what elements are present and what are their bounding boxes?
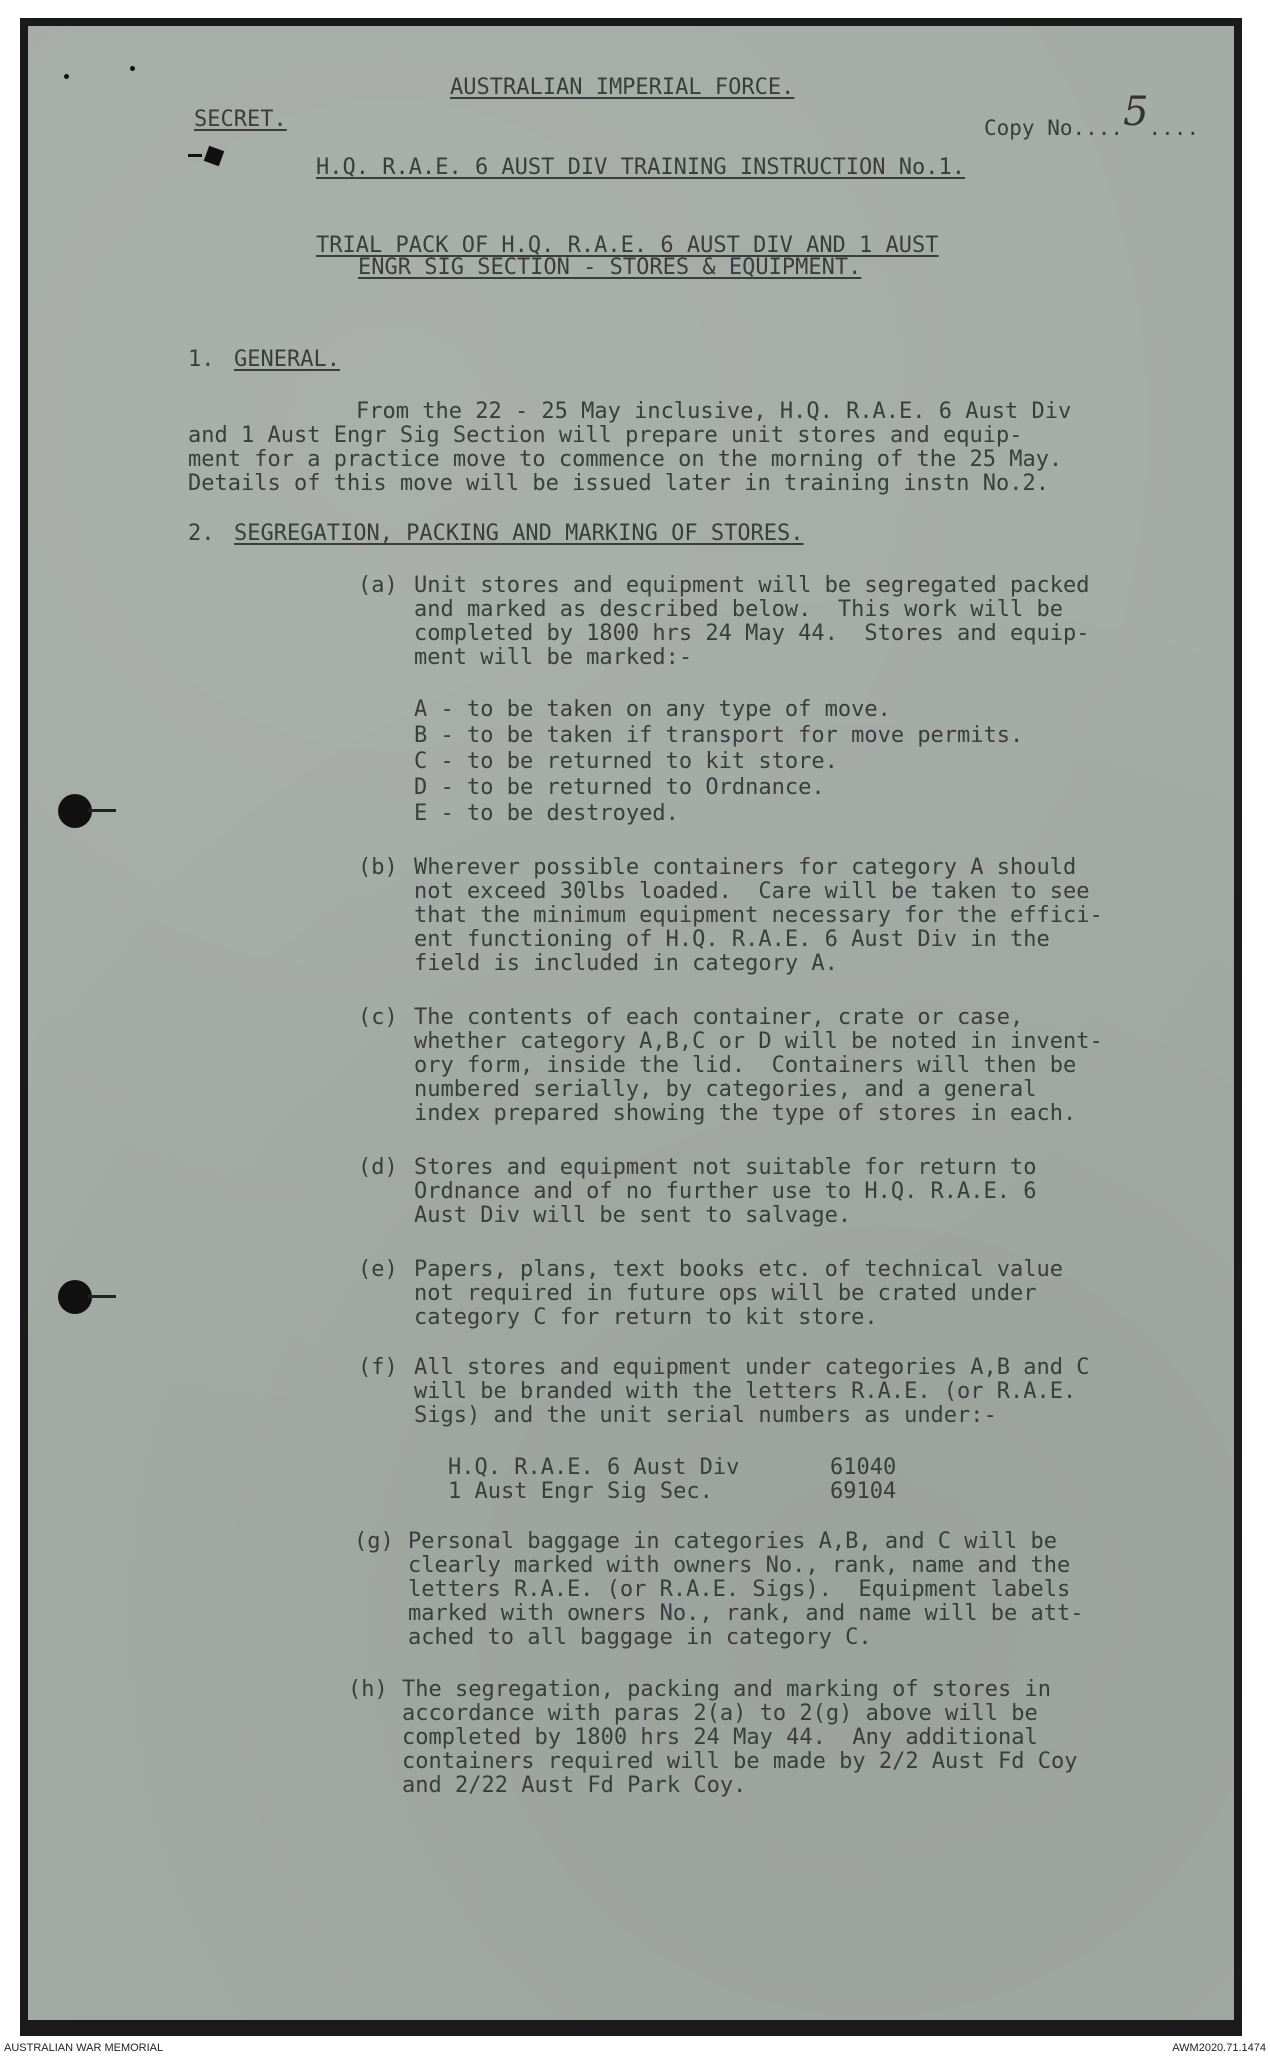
para-h-label: (h) — [348, 1677, 388, 1702]
ink-smudge — [188, 154, 202, 157]
para-e-label: (e) — [358, 1257, 398, 1282]
para-g-line: letters R.A.E. (or R.A.E. Sigs). Equipment labels — [408, 1577, 1071, 1602]
para-c-label: (c) — [358, 1005, 398, 1030]
para-h-line: The segregation, packing and marking of stores in — [402, 1677, 1052, 1702]
para-b-line: Wherever possible containers for category A should — [414, 855, 1077, 880]
force-heading: AUSTRALIAN IMPERIAL FORCE. — [450, 75, 795, 100]
ink-blot — [204, 146, 225, 167]
copy-label: Copy No.... — [984, 116, 1124, 140]
para-a-line: completed by 1800 hrs 24 May 44. Stores and equip- — [414, 621, 1090, 646]
unit-name: 1 Aust Engr Sig Sec. — [448, 1479, 713, 1504]
para-d-line: Aust Div will be sent to salvage. — [414, 1203, 852, 1228]
para-h-line: containers required will be made by 2/2 Aust Fd Coy — [402, 1749, 1078, 1774]
unit-serial: 61040 — [830, 1455, 897, 1480]
para-f-label: (f) — [358, 1355, 398, 1380]
section-1-number: 1. — [188, 347, 215, 372]
para-b-line: field is included in category A. — [414, 951, 838, 976]
category-item: C - to be returned to kit store. — [414, 749, 838, 774]
punch-hole — [58, 794, 92, 828]
classification-label: SECRET. — [194, 107, 287, 132]
para-b-line: that the minimum equipment necessary for the effici- — [414, 903, 1103, 928]
instruction-title: H.Q. R.A.E. 6 AUST DIV TRAINING INSTRUCTION No.1. — [316, 155, 966, 180]
section-1-heading: GENERAL. — [234, 347, 340, 372]
subject-line-2: ENGR SIG SECTION - STORES & EQUIPMENT. — [358, 255, 862, 280]
para-d-line: Ordnance and of no further use to H.Q. R.A.E. 6 — [414, 1179, 1037, 1204]
section-1-line: and 1 Aust Engr Sig Section will prepare unit stores and equip- — [188, 423, 1023, 448]
section-2-heading: SEGREGATION, PACKING AND MARKING OF STORES. — [234, 521, 804, 546]
para-d-label: (d) — [358, 1155, 398, 1180]
para-g-label: (g) — [354, 1529, 394, 1554]
para-e-line: Papers, plans, text books etc. of technical value — [414, 1257, 1064, 1282]
para-d-line: Stores and equipment not suitable for return to — [414, 1155, 1037, 1180]
paper-speck — [130, 66, 135, 71]
section-1-line: ment for a practice move to commence on the morning of the 25 May. — [188, 447, 1063, 472]
para-c-line: whether category A,B,C or D will be noted in invent- — [414, 1029, 1103, 1054]
para-b-line: not exceed 30lbs loaded. Care will be taken to see — [414, 879, 1090, 904]
para-h-line: and 2/22 Aust Fd Park Coy. — [402, 1773, 747, 1798]
footer-accession-number: AWM2020.71.1474 — [1172, 2042, 1266, 2054]
para-f-line: Sigs) and the unit serial numbers as under:- — [414, 1403, 997, 1428]
para-h-line: accordance with paras 2(a) to 2(g) above will be — [402, 1701, 1038, 1726]
para-g-line: clearly marked with owners No., rank, name and the — [408, 1553, 1071, 1578]
footer-source: AUSTRALIAN WAR MEMORIAL — [4, 2042, 164, 2054]
handwritten-copy-number: 5 — [1123, 89, 1149, 135]
unit-name: H.Q. R.A.E. 6 Aust Div — [448, 1455, 740, 1480]
para-c-line: index prepared showing the type of stores in each. — [414, 1101, 1077, 1126]
unit-serial: 69104 — [830, 1479, 897, 1504]
para-e-line: not required in future ops will be crated under — [414, 1281, 1037, 1306]
section-1-line: Details of this move will be issued later in training instn No.2. — [188, 471, 1049, 496]
category-item: D - to be returned to Ordnance. — [414, 775, 825, 800]
para-b-label: (b) — [358, 855, 398, 880]
para-f-line: will be branded with the letters R.A.E. (or R.A.E. — [414, 1379, 1077, 1404]
paper-speck — [64, 74, 69, 79]
para-c-line: The contents of each container, crate or case, — [414, 1005, 1024, 1030]
section-2-number: 2. — [188, 521, 215, 546]
para-g-line: marked with owners No., rank, and name will be att- — [408, 1601, 1084, 1626]
category-item: E - to be destroyed. — [414, 801, 679, 826]
para-c-line: ory form, inside the lid. Containers will then be — [414, 1053, 1077, 1078]
para-a-line: ment will be marked:- — [414, 645, 693, 670]
para-g-line: Personal baggage in categories A,B, and C will be — [408, 1529, 1058, 1554]
document-page — [28, 26, 1234, 2020]
para-b-line: ent functioning of H.Q. R.A.E. 6 Aust Div in the — [414, 927, 1050, 952]
category-item: B - to be taken if transport for move permits. — [414, 723, 1024, 748]
punch-hole — [58, 1280, 92, 1314]
scanned-document-frame — [20, 18, 1242, 2036]
para-e-line: category C for return to kit store. — [414, 1305, 878, 1330]
para-a-line: Unit stores and equipment will be segregated packed — [414, 573, 1090, 598]
copy-number — [984, 89, 1200, 140]
para-a-line: and marked as described below. This work will be — [414, 597, 1064, 622]
section-1-line: From the 22 - 25 May inclusive, H.Q. R.A.E. 6 Aust Div — [356, 399, 1072, 424]
para-a-label: (a) — [358, 573, 398, 598]
subject-line-1: TRIAL PACK OF H.Q. R.A.E. 6 AUST DIV AND 1 AUST — [316, 233, 939, 258]
category-item: A - to be taken on any type of move. — [414, 697, 891, 722]
para-c-line: numbered serially, by categories, and a general — [414, 1077, 1037, 1102]
copy-suffix: .... — [1148, 116, 1200, 140]
para-f-line: All stores and equipment under categories A,B and C — [414, 1355, 1090, 1380]
para-h-line: completed by 1800 hrs 24 May 44. Any additional — [402, 1725, 1038, 1750]
para-g-line: ached to all baggage in category C. — [408, 1625, 872, 1650]
